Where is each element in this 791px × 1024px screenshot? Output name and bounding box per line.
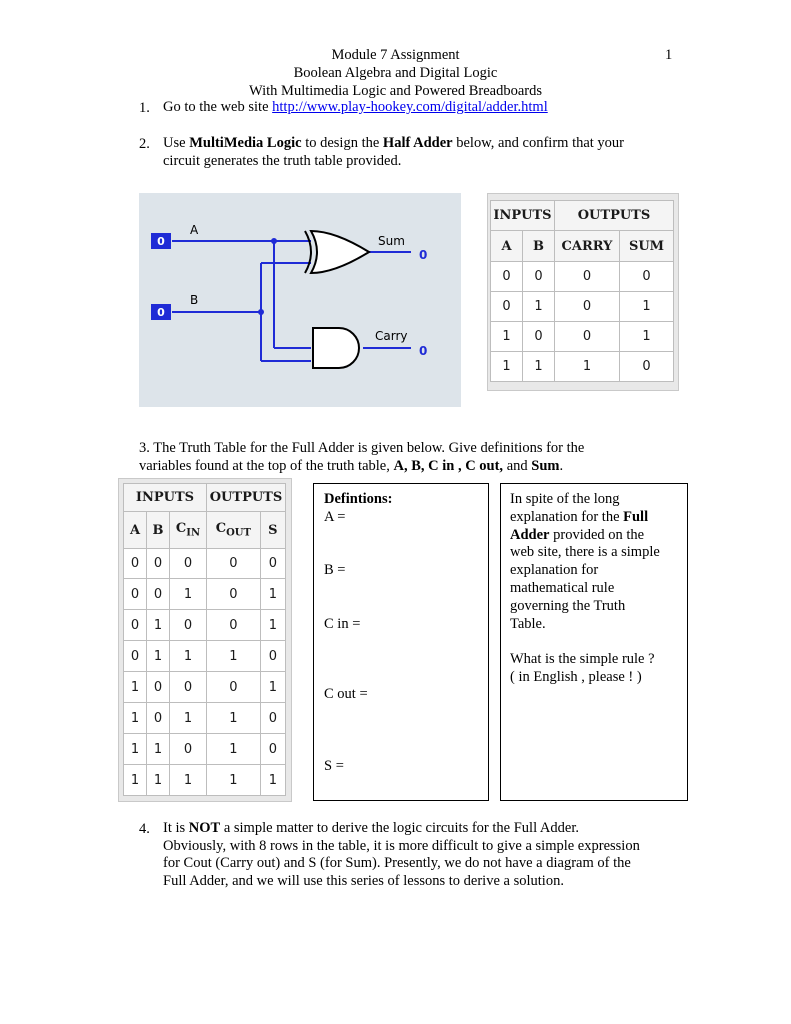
fa-cell: 0 bbox=[261, 641, 286, 672]
item4-text-b: a simple matter to derive the logic circuits for the Full Adder. bbox=[220, 820, 579, 836]
fa-col-cout-sub: OUT bbox=[226, 527, 251, 539]
fa-cell: 1 bbox=[147, 734, 170, 765]
fa-cell: 0 bbox=[147, 579, 170, 610]
carry-label: Carry bbox=[375, 329, 408, 343]
fa-col-cout-main: C bbox=[215, 521, 227, 537]
item3-line2-c: . bbox=[559, 457, 564, 474]
table-row bbox=[490, 262, 674, 292]
item4-bold: NOT bbox=[188, 820, 221, 836]
item4-line3: for Cout (Carry out) and S (for Sum). Presently, we do not have a diagram of the bbox=[163, 855, 631, 871]
fa-cell: 0 bbox=[261, 703, 286, 734]
fa-cell: 0 bbox=[170, 549, 207, 579]
fa-col-cout bbox=[207, 512, 261, 549]
fa-cell: 1 bbox=[123, 703, 147, 734]
fa-cell: 0 bbox=[207, 549, 261, 579]
fa-cell: 0 bbox=[147, 703, 170, 734]
ha-cell: 1 bbox=[620, 292, 674, 322]
full-adder-table-frame bbox=[118, 478, 292, 802]
fa-cell: 0 bbox=[123, 641, 147, 672]
fa-cell: 0 bbox=[123, 549, 147, 579]
fa-cell: 1 bbox=[170, 579, 207, 610]
item3-text bbox=[139, 440, 699, 475]
ha-col-sum: SUM bbox=[620, 231, 674, 262]
fa-cell: 1 bbox=[207, 765, 261, 796]
definitions-box bbox=[313, 483, 489, 801]
fa-col-cin bbox=[170, 512, 207, 549]
ha-cell: 1 bbox=[523, 352, 555, 382]
fa-cell: 1 bbox=[170, 703, 207, 734]
ha-cell: 1 bbox=[555, 352, 620, 382]
ha-cell: 0 bbox=[490, 262, 523, 292]
item2-number: 2. bbox=[139, 136, 150, 152]
rule-line2-bold: Full bbox=[623, 508, 649, 525]
rule-line8: Table. bbox=[510, 615, 546, 632]
definition-cout[interactable]: C out = bbox=[324, 686, 368, 702]
rule-line6: mathematical rule bbox=[510, 579, 615, 596]
fa-cell: 1 bbox=[261, 579, 286, 610]
rule-line2-a: explanation for the bbox=[510, 508, 624, 525]
xor-gate bbox=[305, 231, 369, 273]
table-row bbox=[490, 292, 674, 322]
item4-line4: Full Adder, and we will use this series of lessons to derive a solution. bbox=[163, 872, 564, 889]
ha-cell: 0 bbox=[523, 322, 555, 352]
fa-cell: 0 bbox=[123, 610, 147, 641]
fa-cell: 0 bbox=[170, 734, 207, 765]
ha-cell: 0 bbox=[555, 262, 620, 292]
ha-cell: 1 bbox=[490, 352, 523, 382]
sum-label: Sum bbox=[378, 234, 405, 248]
table-row bbox=[123, 579, 286, 610]
item2-bold-b: Half Adder bbox=[382, 135, 453, 151]
table-row bbox=[123, 641, 286, 672]
rule-line1: In spite of the long bbox=[510, 491, 620, 507]
rule-question1: What is the simple rule ? bbox=[510, 651, 655, 668]
fa-cell: 1 bbox=[207, 734, 261, 765]
junction-a bbox=[271, 238, 277, 244]
fa-cell: 1 bbox=[123, 672, 147, 703]
fa-col-s: S bbox=[261, 512, 286, 549]
ha-cell: 1 bbox=[620, 322, 674, 352]
definition-cin[interactable]: C in = bbox=[324, 616, 361, 632]
fa-cell: 0 bbox=[207, 610, 261, 641]
fa-cell: 1 bbox=[207, 641, 261, 672]
junction-b bbox=[258, 309, 264, 315]
fa-cell: 0 bbox=[170, 672, 207, 703]
table-row bbox=[123, 703, 286, 734]
page-number: 1 bbox=[665, 47, 673, 63]
fa-col-cin-main: C bbox=[175, 521, 187, 537]
fa-cell: 0 bbox=[170, 610, 207, 641]
item1-text bbox=[163, 99, 548, 117]
table-row bbox=[123, 610, 286, 641]
item4-number: 4. bbox=[139, 821, 150, 837]
fa-cell: 1 bbox=[147, 610, 170, 641]
ha-cell: 0 bbox=[490, 292, 523, 322]
input-a-value: 0 bbox=[157, 235, 165, 248]
input-b-label: B bbox=[190, 293, 199, 307]
half-adder-truth-table bbox=[490, 200, 674, 382]
rule-question2: ( in English , please ! ) bbox=[510, 668, 642, 685]
ha-col-carry: CARRY bbox=[555, 231, 620, 262]
fa-header-inputs: INPUTS bbox=[123, 483, 207, 512]
table-row bbox=[123, 672, 286, 703]
title-line-1: Module 7 Assignment bbox=[331, 47, 460, 63]
item4-line2: Obviously, with 8 rows in the table, it is more difficult to give a simple expression bbox=[163, 837, 640, 854]
carry-output-value: 0 bbox=[419, 344, 428, 358]
fa-cell: 1 bbox=[207, 703, 261, 734]
fa-cell: 0 bbox=[261, 549, 286, 579]
fa-cell: 1 bbox=[123, 765, 147, 796]
ha-header-inputs: INPUTS bbox=[490, 200, 555, 231]
ha-cell: 0 bbox=[523, 262, 555, 292]
fa-col-cin-sub: IN bbox=[186, 527, 201, 539]
item3-line1: 3. The Truth Table for the Full Adder is given below. Give definitions for the bbox=[139, 440, 585, 456]
fa-cell: 1 bbox=[123, 734, 147, 765]
fa-col-b: B bbox=[147, 512, 170, 549]
item2-text bbox=[163, 135, 683, 170]
fa-cell: 1 bbox=[147, 641, 170, 672]
rule-line3-b: provided on the bbox=[549, 526, 645, 543]
fa-cell: 0 bbox=[207, 672, 261, 703]
table-row bbox=[123, 549, 286, 579]
rule-line3-bold: Adder bbox=[510, 526, 550, 543]
table-row bbox=[490, 322, 674, 352]
ha-col-b: B bbox=[523, 231, 555, 262]
ha-cell: 0 bbox=[620, 262, 674, 292]
half-adder-table-frame bbox=[487, 193, 679, 391]
ha-cell: 0 bbox=[555, 322, 620, 352]
fa-cell: 1 bbox=[147, 765, 170, 796]
item2-text-b: to design the bbox=[301, 135, 383, 151]
input-a-label: A bbox=[190, 223, 199, 237]
rule-text bbox=[510, 491, 685, 687]
ha-cell: 0 bbox=[555, 292, 620, 322]
play-hookey-link[interactable]: http://www.play-hookey.com/digital/adder.html bbox=[272, 99, 548, 115]
fa-header-outputs: OUTPUTS bbox=[207, 483, 286, 512]
rule-line4: web site, there is a simple bbox=[510, 544, 660, 561]
fa-cell: 1 bbox=[170, 641, 207, 672]
item1-number: 1. bbox=[139, 100, 150, 116]
ha-col-a: A bbox=[490, 231, 523, 262]
and-gate bbox=[313, 328, 359, 368]
rule-line5: explanation for bbox=[510, 562, 599, 579]
fa-col-a: A bbox=[123, 512, 147, 549]
fa-cell: 1 bbox=[261, 672, 286, 703]
definition-a[interactable]: A = bbox=[324, 509, 346, 525]
rule-box bbox=[500, 483, 688, 801]
item4-text-a: It is bbox=[163, 820, 189, 836]
input-b-value: 0 bbox=[157, 306, 165, 319]
fa-cell: 1 bbox=[170, 765, 207, 796]
title-line-2: Boolean Algebra and Digital Logic bbox=[293, 65, 498, 81]
item3-line2-a: variables found at the top of the truth table, bbox=[139, 457, 394, 474]
item2-line2: circuit generates the truth table provided. bbox=[163, 152, 402, 169]
definitions-heading: Defintions: bbox=[324, 491, 393, 507]
item3-line2-bold2: Sum bbox=[531, 457, 560, 474]
full-adder-truth-table bbox=[123, 483, 286, 796]
item1-label: Go to the web site bbox=[163, 99, 273, 115]
item3-line2-bold: A, B, C in , C out, bbox=[393, 457, 504, 474]
fa-cell: 1 bbox=[261, 765, 286, 796]
ha-cell: 0 bbox=[620, 352, 674, 382]
fa-cell: 0 bbox=[147, 672, 170, 703]
circuit-diagram bbox=[139, 193, 461, 407]
item2-text-a: Use bbox=[163, 135, 190, 151]
rule-line7: governing the Truth bbox=[510, 597, 626, 614]
item3-line2-b: and bbox=[503, 457, 532, 474]
item2-text-c: below, and confirm that your bbox=[452, 135, 625, 151]
half-adder-circuit bbox=[139, 193, 461, 407]
title-line-3: With Multimedia Logic and Powered Breadboards bbox=[249, 83, 542, 99]
definition-b[interactable]: B = bbox=[324, 562, 346, 578]
fa-cell: 0 bbox=[123, 579, 147, 610]
definition-s[interactable]: S = bbox=[324, 758, 344, 774]
table-row bbox=[490, 352, 674, 382]
sum-output-value: 0 bbox=[419, 248, 428, 262]
fa-cell: 0 bbox=[261, 734, 286, 765]
fa-cell: 0 bbox=[207, 579, 261, 610]
fa-cell: 1 bbox=[261, 610, 286, 641]
item4-text bbox=[163, 820, 703, 890]
ha-header-outputs: OUTPUTS bbox=[555, 200, 674, 231]
item2-bold-a: MultiMedia Logic bbox=[189, 135, 302, 151]
table-row bbox=[123, 734, 286, 765]
ha-cell: 1 bbox=[490, 322, 523, 352]
fa-cell: 0 bbox=[147, 549, 170, 579]
table-row bbox=[123, 765, 286, 796]
ha-cell: 1 bbox=[523, 292, 555, 322]
